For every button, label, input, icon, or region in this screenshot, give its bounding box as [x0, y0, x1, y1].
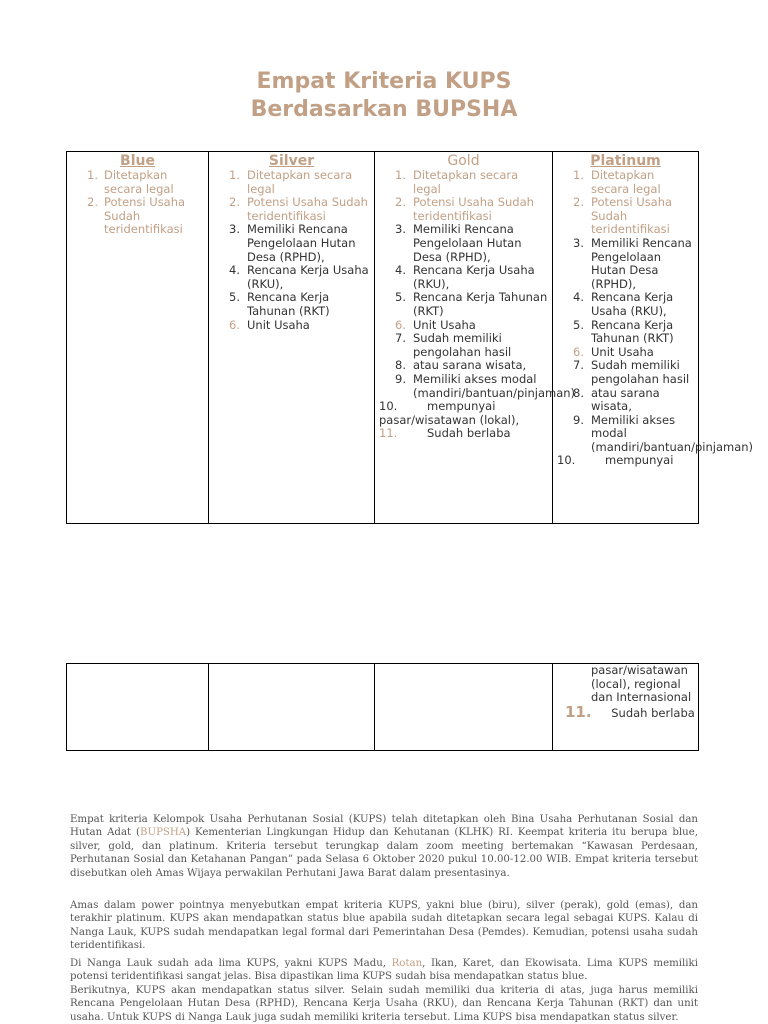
platinum-item-4-text: Rencana Kerja Usaha (RKU), [591, 290, 674, 318]
platinum-item-5-text: Rencana Kerja Tahunan (RKT) [591, 317, 674, 346]
blue-column [67, 152, 209, 524]
gold-item-4 [375, 264, 548, 291]
blue-item-1-text: Ditetapkan secara legal [104, 168, 174, 196]
platinum-item-4 [553, 291, 694, 318]
silver-item-3 [209, 223, 370, 264]
paragraph-1-text-a: Empat kriteria Kelompok Usaha Perhutanan Sosial (KUPS) telah ditetapkan oleh Bina Usaha Perhutanan Sosial dan Hutan Adat ( [70, 814, 698, 839]
blue-list [67, 169, 208, 237]
platinum-item-7-number: 7. [573, 358, 584, 373]
paragraph-1 [70, 813, 698, 880]
platinum-item-11-number: 11. [565, 702, 592, 721]
bupsha-link[interactable]: BUPSHA [140, 827, 187, 839]
platinum-list [553, 168, 754, 468]
criteria-table-continued [66, 663, 699, 751]
platinum-item-9-number: 9. [573, 412, 584, 427]
platinum-item-10-cont: pasar/wisatawan (local), regional dan Internasional [591, 663, 692, 705]
silver-item-5-text: Rencana Kerja Tahunan (RKT) [247, 290, 330, 318]
blue-item-1 [67, 169, 204, 196]
silver-item-1-number: 1. [229, 168, 240, 182]
silver-item-1-text: Ditetapkan secara legal [247, 168, 353, 196]
title-line-2: Berdasarkan BUPSHA [250, 97, 518, 122]
platinum-item-2-text: Potensi Usaha Sudah teridentifikasi [591, 195, 673, 237]
paragraph-3 [70, 957, 698, 984]
platinum-item-9-text: Memiliki akses modal (mandiri/bantuan/pinjaman) [591, 412, 754, 454]
silver-item-3-number: 3. [229, 222, 240, 237]
gold-item-7-number: 7. [395, 331, 406, 346]
paragraph-3-text-a: Di Nanga Lauk sudah ada lima KUPS, yakni KUPS Madu, [70, 958, 392, 969]
silver-item-6-text: Unit Usaha [247, 317, 310, 332]
title-line-1: Empat Kriteria KUPS [256, 69, 512, 94]
paragraph-2: Amas dalam power pointnya menyebutkan empat kriteria KUPS, yakni blue (biru), silver (perak), gold (emas), dan terakhir platinum. KUPS akan mendapatkan status blue apabila sudah ditetapkan secara legal sebagai KUPS. Kalau di Nanga Lauk, KUPS sudah mendapatkan legal formal dari Pemerintahan Desa (Pemdes). Kemudian, potensi usaha sudah teridentifikasi. [70, 900, 698, 952]
platinum-item-7 [553, 359, 694, 386]
silver-item-2 [209, 196, 370, 223]
platinum-item-3-number: 3. [573, 235, 584, 250]
gold-item-11-text: Sudah berlaba [427, 426, 511, 441]
gold-item-3-text: Memiliki Rencana Pengelolaan Hutan Desa (RPHD), [413, 222, 522, 264]
platinum-item-4-number: 4. [573, 290, 584, 305]
silver-item-3-text: Memiliki Rencana Pengelolaan Hutan Desa (RPHD), [247, 222, 356, 264]
gold-item-5-number: 5. [395, 290, 406, 305]
blue-item-2-text: Potensi Usaha Sudah teridentifikasi [104, 195, 186, 237]
paragraph-1-text-b: ) Kementerian Lingkungan Hidup dan Kehutanan (KLHK) RI. Keempat kriteria itu berupa blue, silver, gold, dan platinum. Kriteria tersebut terungkap dalam zoom meeting bertemakan “Kawasan Perdesaan, Perhutanan Sosial dan Ketahanan Pangan” pada Selasa 6 Oktober 2020 pukul 10.00-12.00 WIB. Empat kriteria tersebut disebutkan oleh Amas Wijaya perwakilan Perhutani Jawa Barat dalam presentasinya. [70, 827, 698, 879]
silver-item-5 [209, 291, 370, 318]
gold-item-8-number: 8. [395, 358, 406, 373]
blue-item-2-number: 2. [87, 195, 98, 210]
gold-item-6 [375, 319, 548, 333]
platinum-item-8-text: atau sarana wisata, [591, 385, 660, 414]
silver-column-cont [209, 664, 375, 751]
gold-item-8-text: atau sarana wisata, [413, 358, 527, 373]
platinum-item-7-text: Sudah memiliki pengolahan hasil [591, 358, 690, 386]
silver-item-2-text: Potensi Usaha Sudah teridentifikasi [247, 195, 368, 223]
gold-item-5 [375, 291, 548, 318]
platinum-item-5 [553, 319, 694, 346]
header-blue: Blue [120, 153, 155, 169]
paragraph-4: Berikutnya, KUPS akan mendapatkan status silver. Selain sudah memiliki dua kriteria di atas, juga harus memiliki Rencana Pengelolaan Hutan Desa (RPHD), Rencana Kerja Usaha (RKU), dan Rencana Kerja Tahunan (RKT) dan unit usaha. Untuk KUPS di Nanga Lauk juga sudah memiliki kriteria tersebut. Lima KUPS bisa mendapatkan status silver. [70, 985, 698, 1023]
gold-item-6-text: Unit Usaha [413, 317, 476, 332]
silver-item-2-number: 2. [229, 195, 240, 210]
platinum-item-6-number: 6. [573, 344, 584, 359]
platinum-item-6 [553, 346, 694, 360]
silver-item-5-number: 5. [229, 290, 240, 305]
platinum-item-1 [553, 169, 694, 196]
gold-item-10-text: mempunyai pasar/wisatawan (lokal), [379, 399, 520, 427]
silver-item-4-number: 4. [229, 263, 240, 278]
gold-item-2-text: Potensi Usaha Sudah teridentifikasi [413, 195, 534, 223]
silver-item-6 [209, 319, 370, 333]
gold-item-3 [375, 223, 548, 264]
gold-item-2 [375, 196, 548, 223]
gold-column-cont [375, 664, 553, 751]
page-title [0, 68, 768, 124]
silver-item-4 [209, 264, 370, 291]
gold-item-1 [375, 169, 548, 196]
gold-item-10 [375, 400, 548, 427]
platinum-column [553, 152, 754, 524]
platinum-item-1-number: 1. [573, 168, 584, 182]
platinum-item-9 [553, 412, 754, 455]
header-silver: Silver [268, 153, 315, 169]
gold-item-1-number: 1. [395, 168, 406, 182]
gold-item-6-number: 6. [395, 317, 406, 332]
gold-item-4-text: Rencana Kerja Usaha (RKU), [413, 263, 535, 291]
criteria-table [66, 151, 754, 524]
gold-item-11 [375, 427, 548, 441]
platinum-item-11-text: Sudah berlaba [611, 705, 695, 720]
platinum-item-2-number: 2. [573, 195, 584, 210]
silver-list [209, 169, 374, 332]
silver-column [209, 152, 375, 524]
platinum-item-10-text: mempunyai [605, 453, 674, 468]
silver-item-1 [209, 169, 370, 196]
platinum-item-3 [553, 237, 694, 291]
gold-item-9-number: 9. [395, 371, 406, 386]
blue-column-cont [67, 664, 209, 751]
paragraph-3-text-b: , Ikan, Karet, dan Ekowisata. Lima KUPS memiliki potensi teridentifikasi sangat jelas. Bisa dipastikan lima KUPS sudah bisa mendapatkan status blue. [70, 958, 698, 983]
gold-column [375, 152, 576, 524]
platinum-item-8-number: 8. [573, 385, 584, 400]
platinum-item-10-number: 10. [557, 453, 576, 468]
gold-item-9-text: Memiliki akses modal (mandiri/bantuan/pinjaman) [413, 371, 576, 400]
platinum-item-2 [553, 196, 694, 237]
gold-item-2-number: 2. [395, 195, 406, 210]
gold-item-9 [375, 371, 576, 400]
gold-item-7 [375, 332, 548, 359]
silver-item-4-text: Rencana Kerja Usaha (RKU), [247, 263, 369, 291]
blue-item-1-number: 1. [87, 168, 98, 182]
gold-item-11-number: 11. [379, 426, 398, 441]
gold-item-7-text: Sudah memiliki pengolahan hasil [413, 331, 512, 359]
platinum-item-6-text: Unit Usaha [591, 344, 654, 359]
silver-item-6-number: 6. [229, 317, 240, 332]
gold-item-8 [375, 359, 548, 373]
rotan-link[interactable]: Rotan [391, 958, 423, 969]
header-platinum: Platinum [590, 153, 661, 169]
platinum-column-cont [553, 664, 699, 751]
gold-item-3-number: 3. [395, 222, 406, 237]
platinum-item-3-text: Memiliki Rencana Pengelolaan Hutan Desa (RPHD), [591, 235, 692, 291]
gold-item-5-text: Rencana Kerja Tahunan (RKT) [413, 290, 548, 318]
platinum-item-10 [553, 454, 694, 468]
platinum-item-1-text: Ditetapkan secara legal [591, 168, 661, 196]
header-gold: Gold [447, 153, 480, 169]
gold-item-1-text: Ditetapkan secara legal [413, 168, 519, 196]
platinum-item-5-number: 5. [573, 317, 584, 332]
gold-item-10-number: 10. [379, 399, 398, 414]
platinum-item-8 [553, 387, 694, 414]
gold-item-4-number: 4. [395, 263, 406, 278]
blue-item-2 [67, 196, 204, 237]
gold-list [375, 168, 576, 441]
